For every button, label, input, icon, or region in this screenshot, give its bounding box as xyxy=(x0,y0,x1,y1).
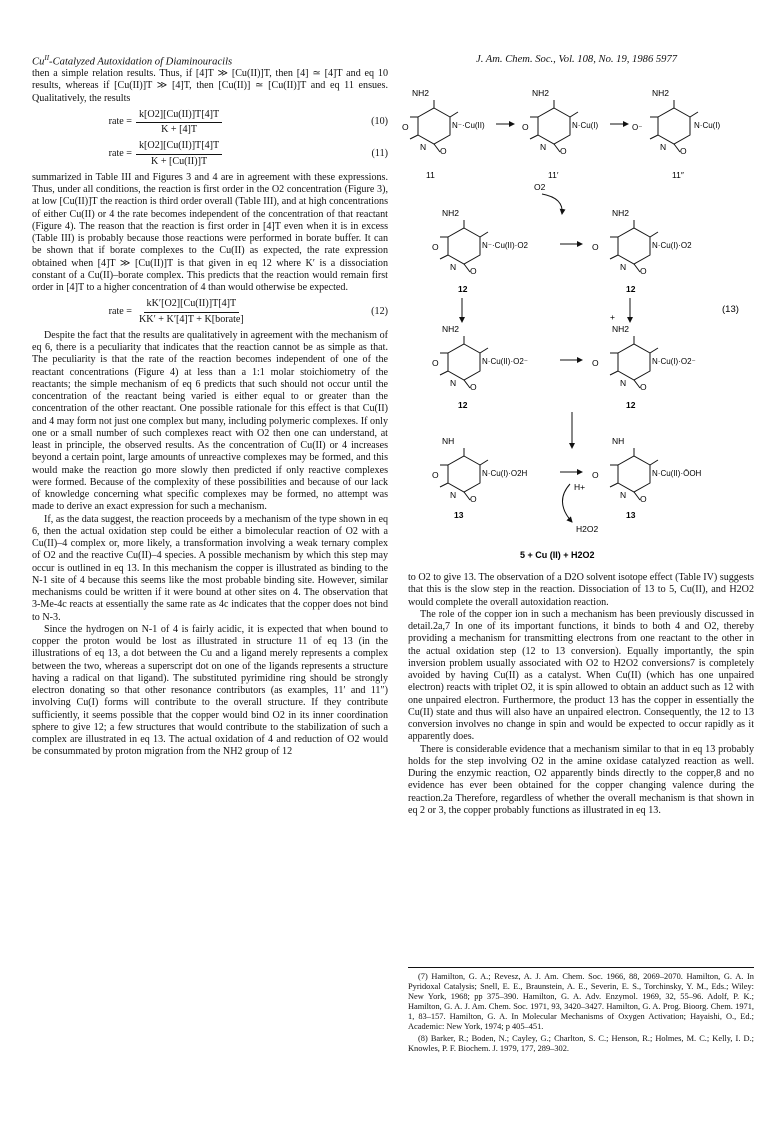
svg-text:NH2: NH2 xyxy=(652,88,670,98)
svg-text:N: N xyxy=(620,490,627,500)
svg-text:O: O xyxy=(560,146,567,156)
left-column xyxy=(32,68,388,759)
svg-text:O: O xyxy=(592,470,599,480)
svg-text:N·Cu(II)·ŌOH: N·Cu(II)·ŌOH xyxy=(652,469,702,478)
svg-text:N: N xyxy=(450,378,457,388)
structure-11 xyxy=(402,88,485,180)
svg-text:O: O xyxy=(640,266,647,276)
structure-12c xyxy=(432,324,528,410)
svg-text:N·Cu(I): N·Cu(I) xyxy=(572,121,599,130)
svg-text:NH2: NH2 xyxy=(532,88,550,98)
svg-text:N·Cu(I)·O2⁻: N·Cu(I)·O2⁻ xyxy=(652,357,696,366)
svg-text:N·Cu(I): N·Cu(I) xyxy=(694,121,721,130)
structure-12b xyxy=(592,208,692,294)
svg-text:O: O xyxy=(432,358,439,368)
svg-text:O: O xyxy=(522,122,529,132)
svg-text:O2: O2 xyxy=(534,182,546,192)
svg-text:N: N xyxy=(620,262,627,272)
svg-text:11′: 11′ xyxy=(548,170,559,180)
paragraph: If, as the data suggest, the reaction proceeds by a mechanism of the type shown in eq 6, then the actual oxidation step could be either a bimolecular reaction of O2 with a Cu(II)–4 complex or, more likely, a transformation involving a weak ternary complex of O2 and the reactive Cu(II)–4 species. A possible mechanism by which this step may occur is outlined in eq 13. In this mechanism the copper is illustrated as binding to the N-1 site of 4 because this seems like the most probable binding site. However, similar mechanisms could be written if it were bound at other sites on 4. The observation that 3-Me-4c reacts at essentially the same rate as 4c indicates that the copper does not bind to N-3. xyxy=(32,513,388,623)
svg-text:O: O xyxy=(432,242,439,252)
svg-text:+: + xyxy=(610,312,615,322)
svg-text:N: N xyxy=(660,142,667,152)
svg-text:H2O2: H2O2 xyxy=(576,524,599,534)
reference-7: (7) Hamilton, G. A.; Revesz, A. J. Am. Chem. Soc. 1966, 88, 2069–2070. Hamilton, G. A. In Pyridoxal Catalysis; Snell, E. E., Braunstein, A. E., Severin, E. S., Torchinsky, Y. M., Eds.; Wiley: New York, 1968; pp 375–390. Hamilton, G. A. Adv. Enzymol. 1969, 32, 55–96. Adolf, P. K.; Hamilton, G. A. J. Am. Chem. Soc. 1971, 93, 3420–3427. Hamilton, G. A. Prog. Bioorg. Chem. 1971, 1, 83–157. Hamilton, G. A. In Molecular Mechanisms of Oxygen Activation; Hayaishi, O., Ed.; Academic: New York, 1974; p 405–451. xyxy=(408,972,754,1032)
structure-13b xyxy=(592,436,702,520)
structure-11-prime xyxy=(522,88,599,180)
reference-8: (8) Barker, R.; Boden, N.; Cayley, G.; Charlton, S. C.; Henson, R.; Holmes, M. C.; Kelly, I. D.; Knowles, P. F. Biochem. J. 1979, 177, 289–302. xyxy=(408,1033,754,1053)
svg-text:(13): (13) xyxy=(722,304,739,315)
svg-text:N: N xyxy=(450,490,457,500)
paragraph: then a simple relation results. Thus, if [4]T ≫ [Cu(II)]T, then [4] ≃ [4]T and eq 10 results, whereas if [Cu(II)]T ≫ [4]T, then [Cu(II)] ≃ [Cu(II)]T and eq 11 ensues. Qualitatively, the results xyxy=(32,68,388,104)
svg-text:N: N xyxy=(540,142,547,152)
svg-text:N: N xyxy=(450,262,457,272)
paragraph: Since the hydrogen on N-1 of 4 is fairly acidic, it is expected that when bound to copper the proton would be lost as illustrated in structure 11 of eq 13 (in the illustrations of eq 13, a dot between the Cu and a ligand merely represents a complex between the two, whereas a superscript dot on one of the ligands represents a structure having a radical on that ligand). The substituted pyrimidine ring should be strongly electron donating so that other resonance contributors (as examples, 11′ and 11″) involving Cu(I) forms will contribute to the overall structure. If they contribute sufficiently, it seems possible that the copper would bind O2 in its inner coordination sphere to give 12; a few structures that would contribute to the stabilization of such a complex are illustrated in eq 13. The actual oxidation of 4 and reduction of O2 would be consummated by proton migration from the NH2 group of 12 xyxy=(32,623,388,758)
paragraph: There is considerable evidence that a mechanism similar to that in eq 13 probably holds for the step involving O2 in the amine oxidase catalyzed reaction as well. During the enzymic reaction, O2 apparently binds directly to the copper,8 and no evidence has ever been obtained for the copper changing valence during the reaction.2a Therefore, regardless of whether the overall mechanism is that shown in eq 2 or 3, the copper probably functions as illustrated in eq 13. xyxy=(408,743,754,816)
svg-text:O: O xyxy=(402,122,409,132)
svg-text:N·Cu(I)·O2: N·Cu(I)·O2 xyxy=(652,241,692,250)
svg-text:N: N xyxy=(620,378,627,388)
structure-11-double-prime xyxy=(632,88,721,180)
svg-text:NH: NH xyxy=(442,436,455,446)
svg-text:O: O xyxy=(592,242,599,252)
svg-text:NH: NH xyxy=(612,436,625,446)
svg-text:O⁻: O⁻ xyxy=(632,123,643,132)
svg-text:NH2: NH2 xyxy=(612,324,630,334)
structure-13a xyxy=(432,436,528,520)
svg-text:N: N xyxy=(420,142,427,152)
svg-text:12: 12 xyxy=(458,400,468,410)
footnote-references xyxy=(408,967,754,1055)
svg-text:O: O xyxy=(592,358,599,368)
svg-text:NH2: NH2 xyxy=(612,208,630,218)
right-column xyxy=(408,572,754,817)
svg-text:12: 12 xyxy=(458,284,468,294)
equation-12: rate = $\frac{kK'[O2][Cu(II)]T[4]T}{\text{KK′ + K′[4]T + K[borate]}}$ (12) xyxy=(108,298,388,325)
svg-text:N·Cu(II)·O2⁻: N·Cu(II)·O2⁻ xyxy=(482,357,528,366)
svg-text:H+: H+ xyxy=(574,482,586,492)
structure-12d xyxy=(592,312,696,410)
svg-text:5 + Cu (II) + H2O2: 5 + Cu (II) + H2O2 xyxy=(520,550,595,560)
svg-text:12: 12 xyxy=(626,284,636,294)
svg-text:NH2: NH2 xyxy=(442,324,460,334)
svg-text:11: 11 xyxy=(426,170,435,180)
svg-text:O: O xyxy=(432,470,439,480)
svg-text:O: O xyxy=(680,146,687,156)
svg-text:13: 13 xyxy=(626,510,636,520)
svg-text:N⁻·Cu(II)·O2: N⁻·Cu(II)·O2 xyxy=(482,241,528,250)
svg-text:O: O xyxy=(470,382,477,392)
reaction-scheme-13 xyxy=(404,86,754,566)
paragraph: to O2 to give 13. The observation of a D2O solvent isotope effect (Table IV) suggests that this is the slow step in the reaction. Dissociation of 13 to 5, Cu(II), and H2O2 would complete the overall autoxidation reaction. xyxy=(408,572,754,608)
paragraph: summarized in Table III and Figures 3 and 4 are in agreement with these expressions. Thus, under all conditions, the reaction is first order in the O2 concentration (Figure 3), at low [Cu(II)]T the reaction is third order overall (Table III), and at high concentrations of either Cu(II) or 4 the rate becomes independent of the concentration of that reactant (Figure 4). The reason that the reaction is first order in [4]T even when it is in excess (Table III) is probably because those reactions were performed in borate buffer. It can be shown that if borate complexes to the Cu(II) as expected, the rate expression obtained when [4]T ≫ [Cu(II)]T is that given in eq 12 where K′ is a dissociation constant of a Cu(II)–borate complex. This predicts that the reaction would remain first order in [4]T to a higher concentration of 4 than would otherwise be expected. xyxy=(32,171,388,293)
paragraph: Despite the fact that the results are qualitatively in agreement with the mechanism of eq 6, there is a peculiarity that indicates that the reaction cannot be as simple as that. The peculiarity is that the rate of the reaction becomes independent of one of the reactant concentrations (Figure 4) at less than a 1:1 molar stoichiometry of the reactants; the simple mechanism of eq 6 predicts that such should not occur until the concentration of the reactant being varied is either equal to or greater than the concentration of the other reactant. One possible rationale for this effect is that Cu(II) and 4 may form not just one complex but many, including polymeric complexes. If only one or a small number of such complexes react with O2 then one can understand, at least in principle, the observed results. As the concentration of Cu(II) or 4 increases beyond a certain point, large amounts of unreactive complexes may be formed, and this would make the reaction go more slowly then predicted if only reactive complexes were formed. Because of the complexity of these possibilities and because of our lack of knowledge concerning what specific complexes may be formed, no attempt was made to derive an exact expression for such a mechanism. xyxy=(32,329,388,513)
svg-text:NH2: NH2 xyxy=(412,88,430,98)
structure-12a xyxy=(432,208,529,294)
svg-text:O: O xyxy=(470,494,477,504)
svg-text:O: O xyxy=(640,494,647,504)
svg-text:O: O xyxy=(470,266,477,276)
equation-11: rate = $\frac{k[O2][Cu(II)]T[4]T}{K + [Cu(II)]T}$ (11) xyxy=(108,140,388,167)
svg-text:N⁻·Cu(II): N⁻·Cu(II) xyxy=(452,121,485,130)
svg-text:13: 13 xyxy=(454,510,464,520)
svg-text:O: O xyxy=(640,382,647,392)
svg-text:O: O xyxy=(440,146,447,156)
svg-text:NH2: NH2 xyxy=(442,208,460,218)
equation-10: rate = $\frac{k[O2][Cu(II)]T[4]T}{K + [4]T}$ (10) xyxy=(108,108,388,135)
svg-text:N·Cu(I)·O2H: N·Cu(I)·O2H xyxy=(482,469,528,478)
svg-text:11″: 11″ xyxy=(672,170,684,180)
running-head-left: $Cu^{II}$-Catalyzed Autoxidation of Diaminouracils xyxy=(32,54,233,68)
running-head-right: J. Am. Chem. Soc., Vol. 108, No. 19, 1986 5977 xyxy=(476,54,678,65)
svg-text:12: 12 xyxy=(626,400,636,410)
paragraph: The role of the copper ion in such a mechanism has been previously discussed in detail.2a,7 In one of its important functions, it binds to both 4 and O2, thereby providing a mechanism for transmitting electrons from one reactant to the other in the actual oxidation step (12 to 13 conversion). Equally importantly, the spin inversion problem usually associated with O2 to H2O2 conversions7 is completely avoided by having Cu(II) as a catalyst. When Cu(II) (which has one unpaired electron) reacts with triplet O2, it is spin allowed to obtain an adduct such as 12 with one unpaired electron. Furthermore, the product 13 has the copper in essentially the Cu(II) state and thus will also have an unpaired electron. Consequently, the 12 to 13 conversion involves no change in spin and would be expected to occur rapidly as it apparently does. xyxy=(408,608,754,743)
